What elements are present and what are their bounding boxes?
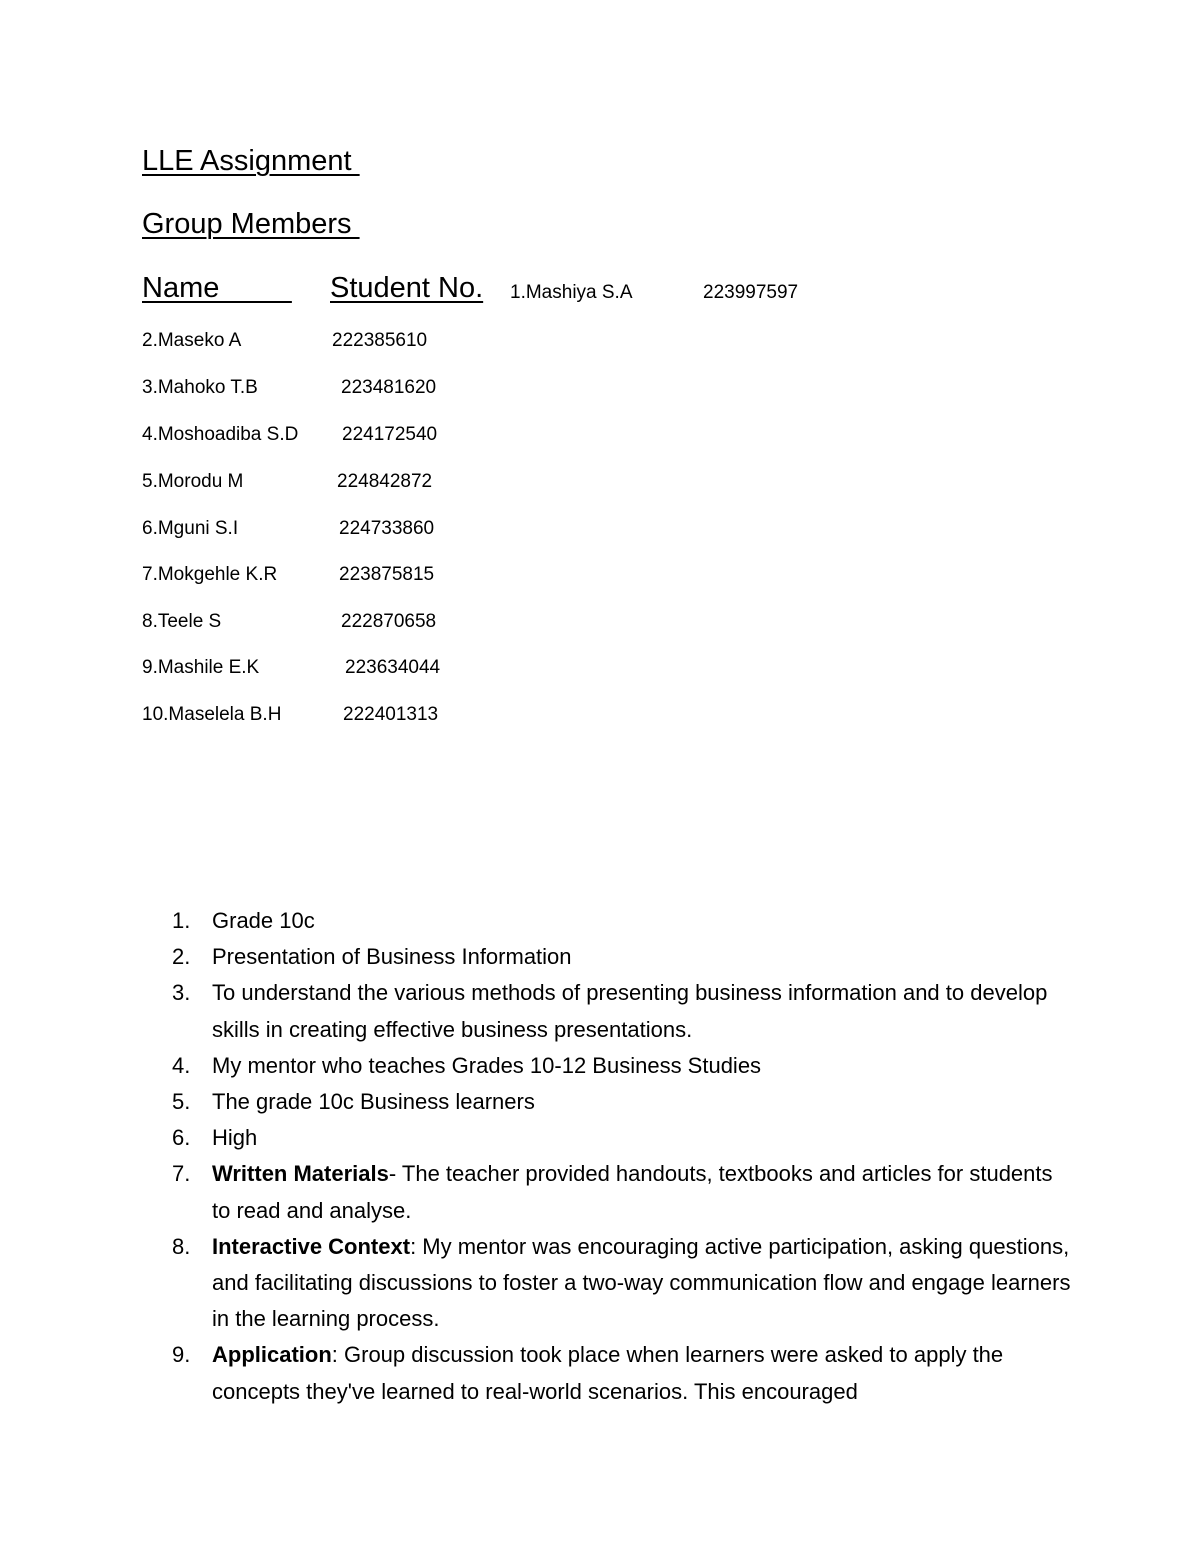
list-item [172, 975, 1072, 1047]
list-number: 6. [172, 1125, 191, 1151]
member-number: 223634044 [345, 657, 441, 678]
list-number: 2. [172, 944, 191, 970]
member-name: Maseko A [157, 330, 242, 351]
list-item [172, 1048, 1072, 1084]
member-number: 222385610 [332, 330, 428, 351]
student-no-column-header: Student No. [330, 272, 484, 304]
member-number: 223481620 [341, 377, 437, 398]
member-index: 9. [142, 657, 158, 678]
member-name: Teele S [157, 611, 222, 632]
list-item-text: My mentor who teaches Grades 10-12 Business Studies [212, 1052, 762, 1078]
answers-list [172, 903, 1072, 1410]
list-item [172, 1229, 1072, 1338]
list-item-text: To understand the various methods of presenting business information and to develop skills in creating effective business presentations. [212, 980, 1048, 1042]
member-index: 1. [510, 282, 526, 303]
list-item-text: Grade 10c [212, 908, 315, 933]
member-index: 8. [142, 611, 158, 632]
list-number: 4. [172, 1052, 191, 1078]
member-name: Moshoadiba S.D [157, 424, 299, 445]
list-item-text: Presentation of Business Information [212, 944, 572, 970]
list-item-text: - The teacher provided handouts, textbooks and articles for students to read and analyse. [212, 1161, 1053, 1223]
list-number: 5. [172, 1089, 191, 1115]
member-name: Mahoko T.B [157, 377, 258, 398]
member-index: 2. [142, 330, 158, 351]
member-name: Maselela B.H [168, 704, 282, 725]
member-number: 223875815 [339, 564, 435, 585]
list-number: 9. [172, 1342, 191, 1368]
member-number: 222870658 [341, 611, 437, 632]
member-index: 10. [142, 704, 169, 725]
member-name: Mokgehle K.R [157, 564, 278, 585]
member-1 [510, 282, 633, 304]
name-column-header: Name [142, 272, 292, 304]
member-number: 223997597 [703, 282, 799, 303]
list-item [172, 1156, 1072, 1228]
list-item-bold: Application [212, 1342, 332, 1368]
member-name: Mashiya S.A [525, 282, 633, 303]
member-number: 224172540 [342, 424, 438, 445]
member-index: 4. [142, 424, 158, 445]
member-name: Morodu M [157, 471, 244, 492]
list-item [172, 1337, 1072, 1409]
member-number: 224733860 [339, 518, 435, 539]
member-index: 7. [142, 564, 158, 585]
list-item-text: The grade 10c Business learners [212, 1089, 535, 1115]
list-number: 3. [172, 980, 191, 1006]
list-number: 1. [172, 908, 191, 933]
member-name: Mguni S.I [157, 518, 239, 539]
member-number: 222401313 [343, 704, 439, 725]
list-item [172, 1084, 1072, 1120]
list-item [172, 1120, 1072, 1156]
member-name: Mashile E.K [157, 657, 260, 678]
document-title: LLE Assignment [142, 145, 360, 177]
list-number: 7. [172, 1161, 191, 1187]
member-index: 5. [142, 471, 158, 492]
list-item [172, 939, 1072, 975]
list-item-text: : Group discussion took place when learners were asked to apply the concepts they've learned to real-world scenarios. This encouraged [212, 1342, 1004, 1404]
member-number: 224842872 [337, 471, 433, 492]
list-number: 8. [172, 1233, 191, 1259]
list-item [172, 903, 1072, 939]
list-item-text: High [212, 1125, 258, 1151]
group-members-heading: Group Members [142, 208, 360, 240]
list-item-text: : My mentor was encouraging active participation, asking questions, and facilitating discussions to foster a two-way communication flow and engage learners in the learning process. [212, 1233, 1071, 1332]
list-item-bold: Written Materials [212, 1161, 389, 1187]
list-item-bold: Interactive Context [212, 1233, 411, 1259]
member-index: 6. [142, 518, 158, 539]
member-index: 3. [142, 377, 158, 398]
